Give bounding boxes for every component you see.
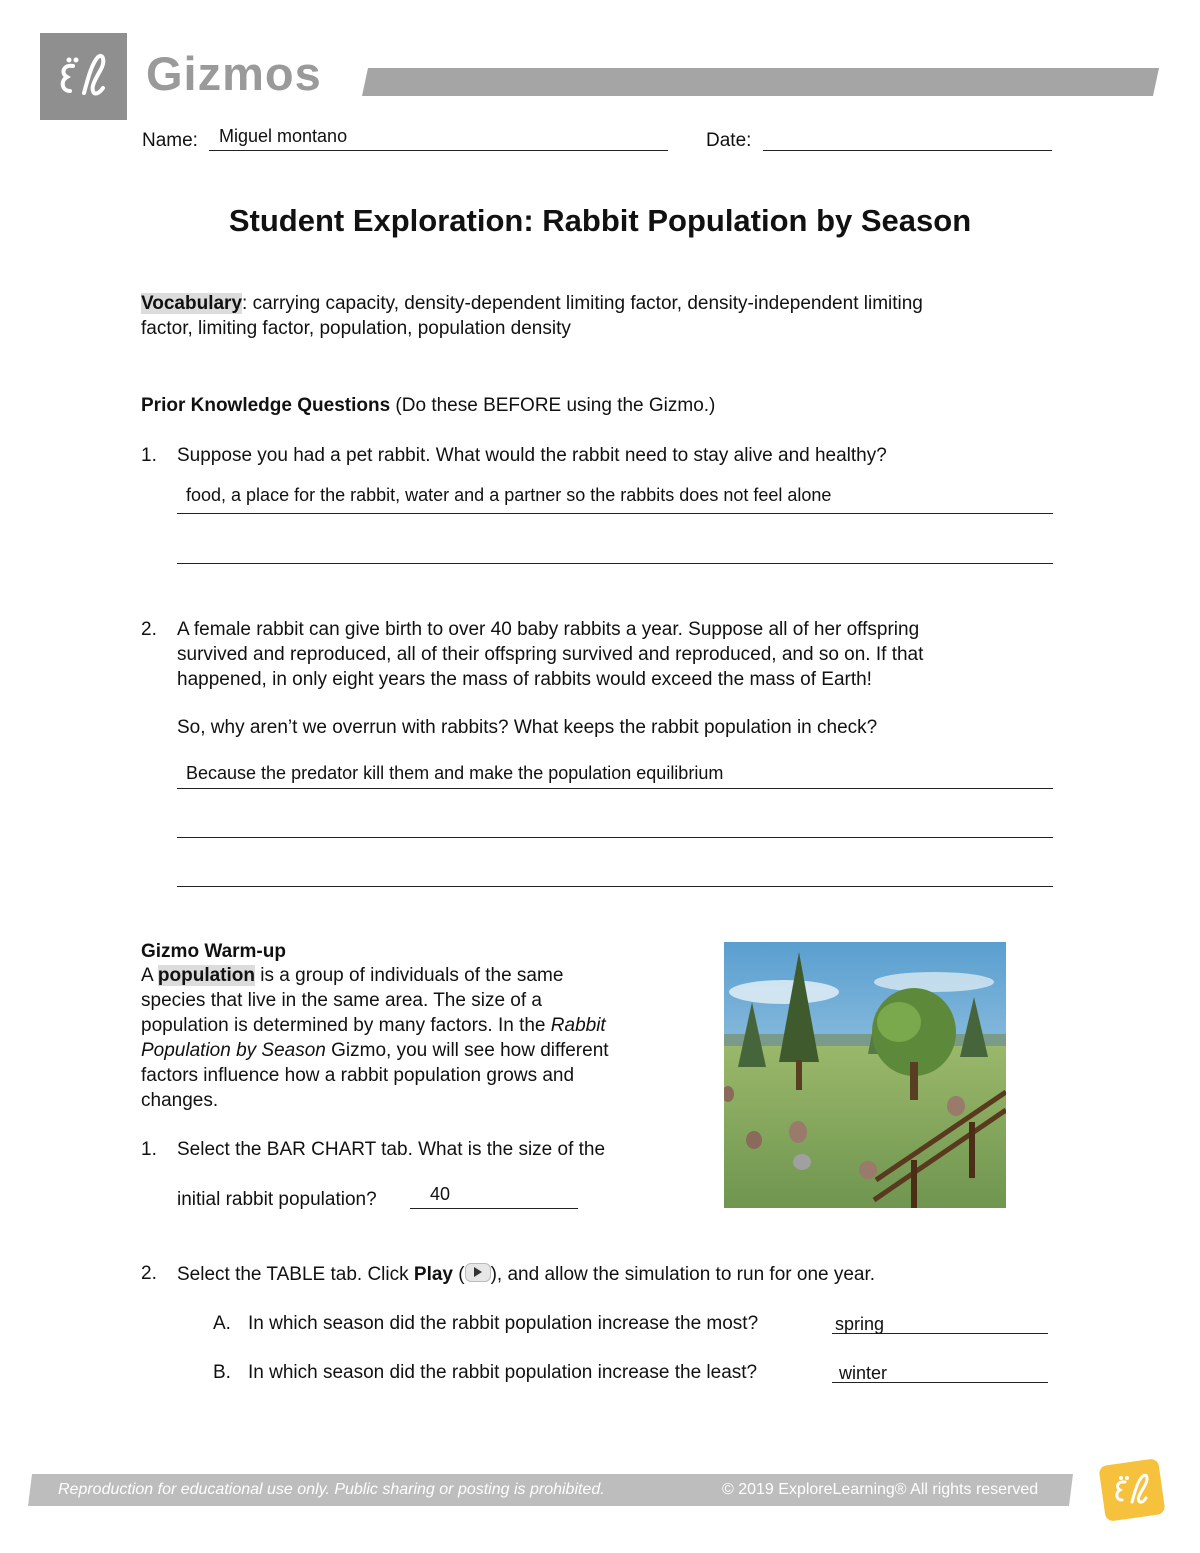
vocabulary [141,291,1061,341]
prior-heading [141,395,715,417]
warmup-q2a-label: A. [213,1313,231,1334]
warmup-q2-text-start: Select the TABLE tab. Click [177,1264,414,1285]
date-field[interactable] [763,126,1052,151]
warmup-q1-number: 1. [141,1139,157,1160]
name-label: Name: [142,130,198,151]
q2-followup: So, why aren’t we overrun with rabbits? What keeps the rabbit population in check? [177,717,878,738]
warmup-line-3-italic: Rabbit [550,1015,606,1036]
vocabulary-label: Vocabulary [141,293,243,314]
warmup-line-2: species that live in the same area. The size of a [141,990,542,1011]
warmup-line-4: Gizmo, you will see how different [325,1040,609,1061]
gizmos-logo [40,33,127,120]
warmup-line-5: factors influence how a rabbit population grows and [141,1065,575,1086]
q2-answer[interactable]: Because the predator kill them and make the population equilibrium [186,763,724,783]
prior-heading-title: Prior Knowledge Questions [141,395,391,416]
date-label: Date: [706,130,752,151]
population-term: population [157,965,255,986]
vocabulary-text-2: factor, limiting factor, population, population density [141,318,571,339]
play-button-icon [465,1263,491,1282]
q1-text: Suppose you had a pet rabbit. What would the rabbit need to stay alive and healthy? [177,445,887,466]
vocabulary-text-1: : carrying capacity, density-dependent limiting factor, density-independent limiting [242,293,923,314]
header-bar [362,68,1159,96]
warmup-q2b-answer-field[interactable] [832,1359,1048,1383]
q2-line-1: A female rabbit can give birth to over 40 baby rabbits a year. Suppose all of her offspring [177,619,920,640]
warmup-q1-text-2: initial rabbit population? [177,1189,377,1210]
footer-disclaimer: Reproduction for educational use only. Public sharing or posting is prohibited. [58,1481,605,1498]
warmup-q2b-label: B. [213,1362,231,1383]
warmup-heading: Gizmo Warm-up [141,941,286,962]
prior-heading-note: (Do these BEFORE using the Gizmo.) [390,395,716,416]
warmup-line-1: is a group of individuals of the same [255,965,564,986]
warmup-q2b-answer: winter [839,1363,888,1383]
q2-answer-line-1 [177,788,1053,789]
warmup-intro-a: A [141,965,158,986]
explorelearning-logo-icon [40,33,127,120]
q1-answer-line-2 [177,563,1053,564]
q2-text [177,617,1057,692]
warmup-q2-number: 2. [141,1263,157,1284]
q1-answer-line-1 [177,513,1053,514]
q2-line-3: happened, in only eight years the mass of rabbits would exceed the mass of Earth! [177,669,872,690]
warmup-line-4-italic: Population by Season [141,1040,326,1061]
warmup-q2a-answer: spring [835,1314,885,1334]
q2-number: 2. [141,619,157,640]
brand-title: Gizmos [146,47,322,100]
warmup-q2-text-open: ( [453,1264,465,1285]
play-label: Play [413,1264,453,1285]
page-title: Student Exploration: Rabbit Population by Season [228,203,972,238]
warmup-line-3: population is determined by many factors. In the [141,1015,551,1036]
warmup-q1-answer-field[interactable] [410,1184,578,1209]
name-field[interactable] [209,126,668,151]
warmup-intro [141,963,701,1113]
warmup-q1-text: Select the BAR CHART tab. What is the size of the [177,1139,606,1160]
warmup-q2b-text: In which season did the rabbit population increase the least? [248,1362,758,1383]
warmup-q1-answer: 40 [430,1184,451,1204]
footer-copyright: © 2019 ExploreLearning® All rights reserved [722,1481,1039,1498]
warmup-q2-text [177,1263,875,1286]
q1-number: 1. [141,445,157,466]
warmup-q2a-text: In which season did the rabbit population increase the most? [248,1313,759,1334]
warmup-q2-text-end: ), and allow the simulation to run for one year. [490,1264,876,1285]
explorelearning-footer-icon [1096,1456,1168,1524]
warmup-line-6: changes. [141,1090,219,1111]
name-value: Miguel montano [219,126,348,146]
q2-answer-line-2 [177,837,1053,838]
q2-answer-line-3 [177,886,1053,887]
warmup-q2a-answer-field[interactable] [832,1310,1048,1334]
rabbit-meadow-image [724,942,1006,1208]
q2-line-2: survived and reproduced, all of their offspring survived and reproduced, and so on. If that [177,644,924,665]
q1-answer[interactable]: food, a place for the rabbit, water and a partner so the rabbits does not feel alone [186,485,832,505]
